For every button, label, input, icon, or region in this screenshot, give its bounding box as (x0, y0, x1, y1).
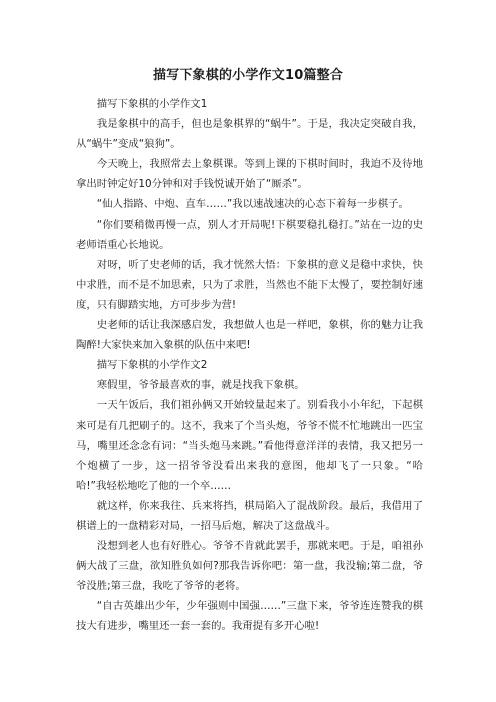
essay-heading-2: 描写下象棋的小学作文2 (96, 359, 208, 372)
paragraph: 就这样，你来我往、兵来将挡，棋局陷入了混战阶段。最后，我借用了棋谱上的一盘精彩对局，一招马后炮，解决了这盘战斗。 (76, 499, 423, 532)
paragraph: 史老师的话让我深感启发，我想做人也是一样吧，象棋，你的魅力让我陶醉!大家快来加入象棋的队伍中来吧! (76, 319, 423, 352)
document-title: 描写下象棋的小学作文10篇整合 (152, 68, 344, 83)
paragraph: “自古英雄出少年，少年强则中国强……”三盘下来，爷爷连连赞我的棋技大有进步，嘴里还一套一套的。我甭提有多开心啦! (76, 600, 423, 633)
paragraph: “仙人指路、中炮、直车……”我以速战速决的心态下着每一步棋子。 (96, 198, 409, 211)
paragraph: 寒假里，爷爷最喜欢的事，就是找我下象棋。 (96, 379, 305, 392)
paragraph: 对呀，听了史老师的话，我才恍然大悟：下象棋的意义是稳中求快，快中求胜，而不是不加思索，只为了求胜，当然也不能下太慢了，要控制好速度，只有脚踏实地，方可步步为营! (76, 258, 423, 311)
paragraph: “你们要稍微再慢一点，别人才开局呢!下棋要稳扎稳打。”站在一边的史老师语重心长地说。 (76, 218, 423, 251)
paragraph: 今天晚上，我照常去上象棋课。等到上课的下棋时间时，我迫不及待地拿出时钟定好10分钟和对手钱悦诚开始了“厮杀”。 (76, 158, 423, 191)
paragraph: 我是象棋中的高手，但也是象棋界的“蜗牛”。于是，我决定突破自我，从“蜗牛”变成“狼狗”。 (76, 118, 423, 151)
paragraph: 没想到老人也有好胜心。爷爷不肯就此罢手，那就来吧。于是，咱祖孙俩大战了三盘，欲知胜负如何?那我告诉你吧：第一盘，我没输;第二盘，爷爷没胜;第三盘，我吃了爷爷的老将。 (76, 540, 423, 593)
paragraph: 一天午饭后，我们祖孙俩又开始较量起来了。别看我小小年纪，下起棋来可是有几把刷子的。这不，我来了个当头炮，爷爷不慌不忙地跳出一匹宝马，嘴里还念念有词：“当头炮马来跳。”看他得意洋洋的表情，我又把另一个炮横了一步，这一招爷爷没看出来我的意图，他却飞了一只象。“哈哈!”我轻松地吃了他的一个卒…… (76, 399, 423, 492)
document-body (76, 94, 423, 637)
essay-heading-1: 描写下象棋的小学作文1 (96, 98, 208, 110)
